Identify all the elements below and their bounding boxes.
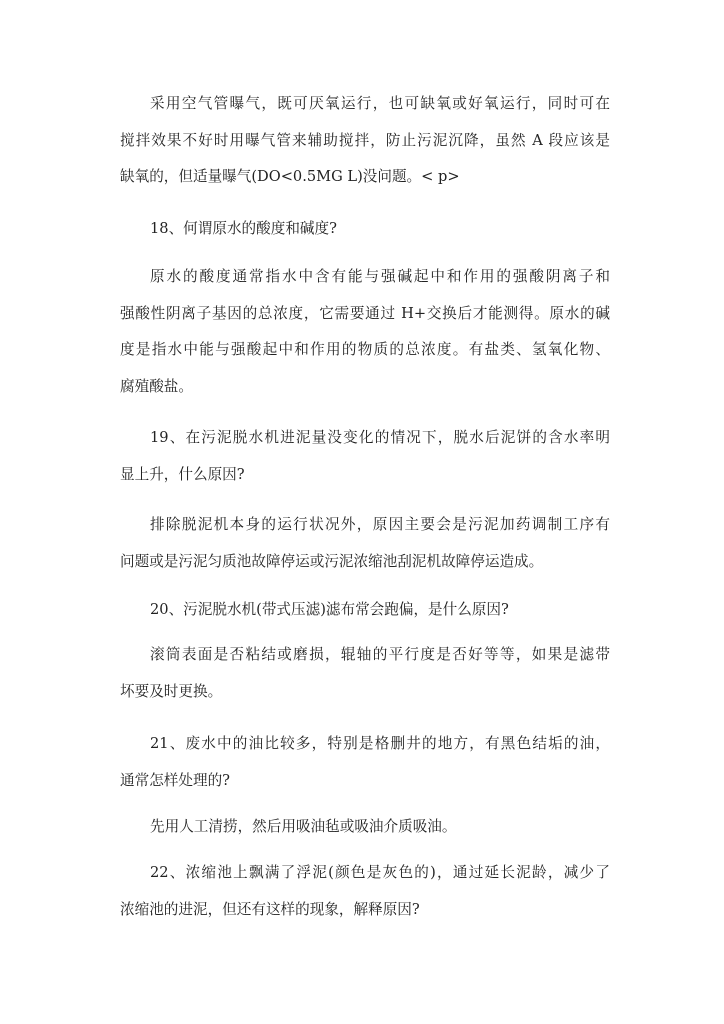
text-line: 缺氧的，但适量曝气(DO<0.5MG L)没问题。< p> — [120, 168, 460, 185]
text-line: 通常怎样处理的? — [120, 771, 230, 789]
answer-paragraph — [120, 637, 610, 710]
text-line: 坏要及时更换。 — [120, 682, 223, 700]
answer-paragraph — [120, 809, 610, 846]
question-paragraph — [120, 726, 610, 799]
text-line: 搅拌效果不好时用曝气管来辅助搅拌，防止污泥沉降，虽然 A 段应该是 — [120, 131, 610, 149]
text-line: 22、浓缩池上飘满了浮泥(颜色是灰色的)，通过延长泥龄，减少了 — [150, 864, 610, 881]
question-paragraph — [120, 420, 610, 493]
text-line: 排除脱泥机本身的运行状况外，原因主要会是污泥加药调制工序有 — [150, 516, 610, 533]
question-paragraph — [120, 592, 610, 629]
text-line: 问题或是污泥匀质池故障停运或污泥浓缩池刮泥机故障停运造成。 — [120, 552, 544, 570]
text-line: 原水的酸度通常指水中含有能与强碱起中和作用的强酸阴离子和 — [150, 268, 610, 285]
text-line: 先用人工清捞，然后用吸油毡或吸油介质吸油。 — [150, 818, 457, 835]
text-line: 度是指水中能与强酸起中和作用的物质的总浓度。有盐类、氢氧化物、 — [120, 341, 610, 358]
text-line: 强酸性阴离子基因的总浓度，它需要通过 H+交换后才能测得。原水的碱 — [120, 304, 610, 322]
text-line: 滚筒表面是否粘结或磨损，辊轴的平行度是否好等等，如果是滤带 — [150, 646, 610, 663]
text-line: 20、污泥脱水机(带式压滤)滤布常会跑偏，是什么原因? — [150, 601, 509, 618]
text-line: 18、何谓原水的酸度和碱度? — [150, 220, 337, 237]
text-line: 采用空气管曝气，既可厌氧运行，也可缺氧或好氧运行，同时可在 — [150, 95, 610, 112]
text-line: 腐殖酸盐。 — [120, 377, 193, 395]
question-paragraph — [120, 211, 610, 248]
text-line: 显上升，什么原因? — [120, 465, 245, 483]
answer-paragraph — [120, 259, 610, 405]
answer-paragraph — [120, 86, 610, 196]
answer-paragraph — [120, 507, 610, 580]
text-line: 19、在污泥脱水机进泥量没变化的情况下，脱水后泥饼的含水率明 — [150, 429, 610, 446]
question-paragraph — [120, 855, 610, 928]
text-line: 21、废水中的油比较多，特别是格删井的地方，有黑色结垢的油， — [150, 735, 610, 752]
text-line: 浓缩池的进泥，但还有这样的现象，解释原因? — [120, 900, 420, 918]
